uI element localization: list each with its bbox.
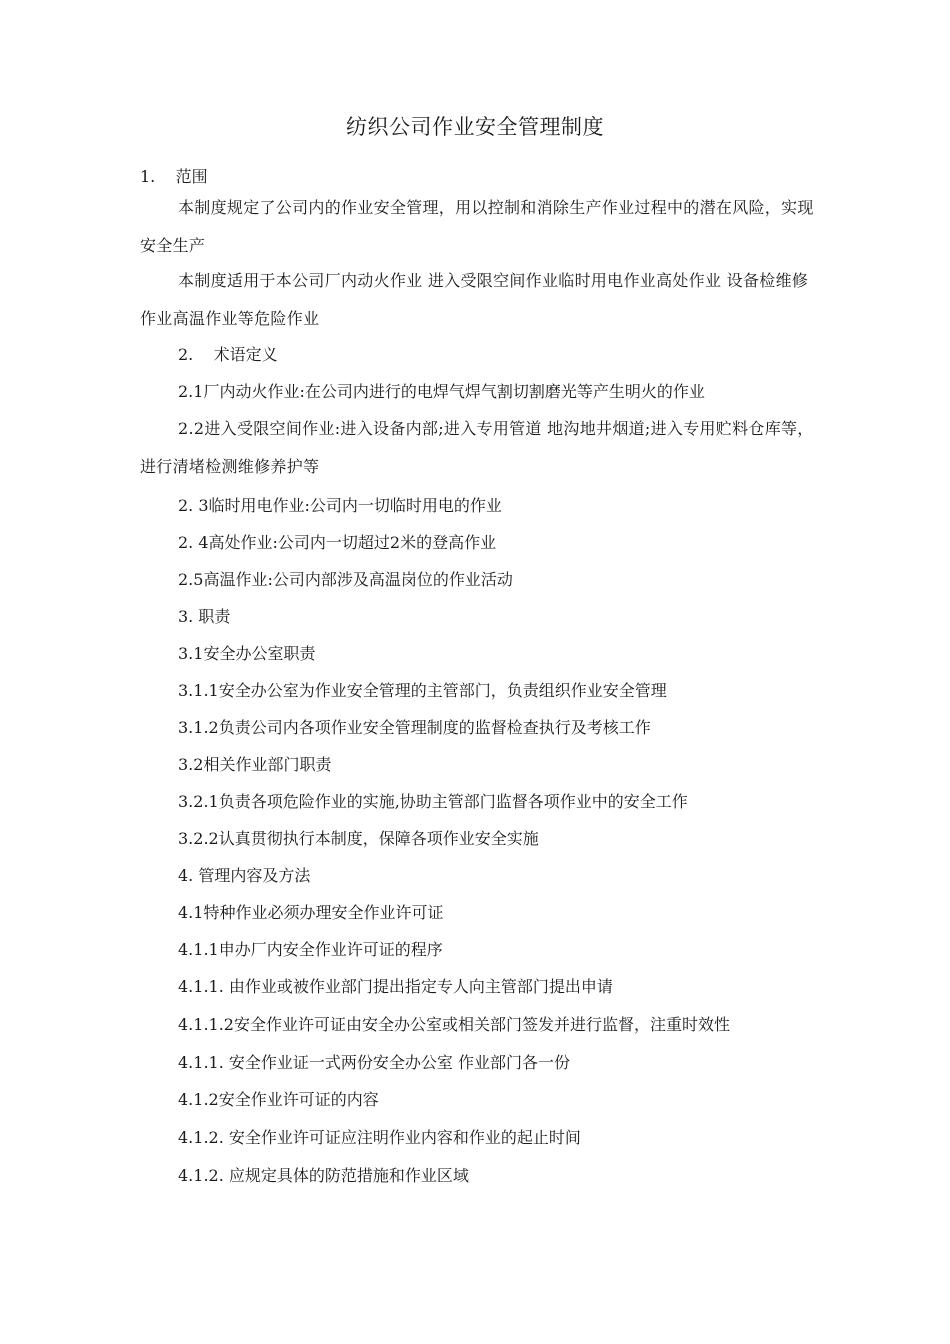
section-2-heading: 2. 术语定义 — [178, 345, 278, 364]
definition-2-1: 2.1厂内动火作业:在公司内进行的电焊气焊气割切割磨光等产生明火的作业 — [178, 382, 705, 401]
item-3-1-2: 3.1.2负责公司内各项作业安全管理制度的监督检查执行及考核工作 — [178, 718, 651, 737]
item-3-2-1: 3.2.1负责各项危险作业的实施,协助主管部门监督各项作业中的安全工作 — [178, 792, 688, 811]
definition-2-3: 2. 3临时用电作业:公司内一切临时用电的作业 — [178, 496, 502, 515]
paragraph-scope-purpose: 本制度规定了公司内的作业安全管理，用以控制和消除生产作业过程中的潜在风险，实现安全生产 — [140, 198, 814, 255]
item-3-2: 3.2相关作业部门职责 — [178, 755, 332, 774]
item-4-1-1-1: 4.1.1. 由作业或被作业部门提出指定专人向主管部门提出申请 — [178, 977, 613, 996]
item-4-1-2: 4.1.2安全作业许可证的内容 — [178, 1090, 379, 1109]
section-3-heading: 3. 职责 — [178, 607, 231, 626]
item-3-2-2: 3.2.2认真贯彻执行本制度，保障各项作业安全实施 — [178, 829, 539, 848]
section-1-heading: 1. 范围 — [140, 167, 208, 186]
item-4-1-2-1: 4.1.2. 安全作业许可证应注明作业内容和作业的起止时间 — [178, 1128, 581, 1147]
definition-2-5: 2.5高温作业:公司内部涉及高温岗位的作业活动 — [178, 570, 513, 589]
document-title: 纺织公司作业安全管理制度 — [346, 115, 604, 139]
item-3-1-1: 3.1.1安全办公室为作业安全管理的主管部门，负责组织作业安全管理 — [178, 681, 667, 700]
item-4-1: 4.1特种作业必须办理安全作业许可证 — [178, 903, 444, 922]
item-3-1: 3.1安全办公室职责 — [178, 644, 316, 663]
definition-2-4: 2. 4高处作业:公司内一切超过2米的登高作业 — [178, 533, 497, 552]
item-4-1-1: 4.1.1申办厂内安全作业许可证的程序 — [178, 940, 443, 959]
section-4-heading: 4. 管理内容及方法 — [178, 866, 311, 885]
item-4-1-1-3: 4.1.1. 安全作业证一式两份安全办公室 作业部门各一份 — [178, 1053, 570, 1072]
definition-2-2: 2.2进入受限空间作业:进入设备内部;进入专用管道 地沟地井烟道;进入专用贮料仓库等，进行清堵检测维修养护等 — [140, 419, 814, 476]
item-4-1-1-2: 4.1.1.2安全作业许可证由安全办公室或相关部门签发并进行监督，注重时效性 — [178, 1015, 730, 1034]
item-4-1-2-2: 4.1.2. 应规定具体的防范措施和作业区域 — [178, 1166, 469, 1185]
paragraph-scope-applicability: 本制度适用于本公司厂内动火作业 进入受限空间作业临时用电作业高处作业 设备检维修作业高温作业等危险作业 — [140, 271, 809, 328]
